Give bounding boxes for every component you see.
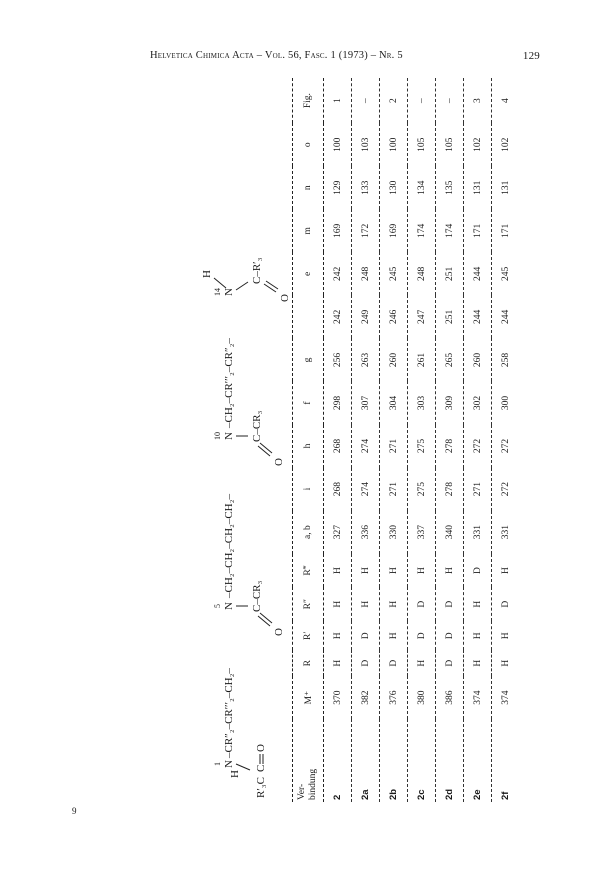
table-cell: 337 bbox=[408, 511, 436, 554]
table-cell: H bbox=[380, 587, 408, 621]
table-cell: H bbox=[324, 650, 352, 676]
column-header: h bbox=[293, 425, 324, 468]
table-cell: D bbox=[436, 587, 464, 621]
fragment-table bbox=[292, 78, 519, 802]
table-cell: 309 bbox=[436, 381, 464, 424]
struct-c-left: C bbox=[255, 764, 267, 772]
struct-o-acyl1: O bbox=[273, 628, 285, 636]
compound-label: 2f bbox=[500, 791, 511, 800]
table-cell: 304 bbox=[380, 381, 408, 424]
column-header-spacer bbox=[293, 295, 324, 338]
table-cell: H bbox=[380, 621, 408, 650]
table-cell: 374 bbox=[464, 676, 492, 719]
table-cell: 303 bbox=[408, 381, 436, 424]
table-cell: 244 bbox=[464, 295, 492, 338]
struct-seg1: –CR″₂–CR′′′₂–CH₂– bbox=[223, 668, 235, 758]
table-cell: D bbox=[500, 600, 511, 608]
table-cell: 171 bbox=[500, 223, 511, 238]
table-cell: 242 bbox=[324, 252, 352, 295]
chemical-structure bbox=[160, 78, 292, 802]
column-header: Fig. bbox=[293, 78, 324, 123]
page-number: 129 bbox=[522, 50, 540, 62]
table-cell: H bbox=[324, 621, 352, 650]
table-cell: 331 bbox=[500, 525, 511, 540]
table-cell: 380 bbox=[408, 676, 436, 719]
table-cell: 174 bbox=[408, 209, 436, 252]
struct-o-right: O bbox=[279, 294, 291, 302]
table-cell: 244 bbox=[464, 252, 492, 295]
table-cell: 370 bbox=[324, 676, 352, 719]
table-cell: H bbox=[500, 567, 511, 574]
table-cell: H bbox=[464, 621, 492, 650]
table-cell: 330 bbox=[380, 511, 408, 554]
struct-n14: N bbox=[223, 288, 235, 296]
column-header: R bbox=[293, 650, 324, 676]
compound-label: 2b bbox=[380, 719, 408, 802]
table-cell: 169 bbox=[380, 209, 408, 252]
struct-n5-number: 5 bbox=[213, 604, 222, 608]
table-cell: D bbox=[352, 621, 380, 650]
rotated-table-page bbox=[160, 78, 511, 802]
table-cell: 271 bbox=[464, 468, 492, 511]
table-cell: 275 bbox=[408, 468, 436, 511]
table-cell: 100 bbox=[324, 123, 352, 166]
table-cell: 271 bbox=[380, 425, 408, 468]
table-cell: 274 bbox=[352, 468, 380, 511]
table-cell: – bbox=[352, 78, 380, 123]
compound-label: 2a bbox=[352, 719, 380, 802]
table-cell: 242 bbox=[324, 295, 352, 338]
table-cell: 129 bbox=[324, 166, 352, 209]
struct-o-left: O bbox=[255, 744, 267, 752]
table-cell: 172 bbox=[352, 209, 380, 252]
table-cell: 169 bbox=[324, 209, 352, 252]
table-cell: – bbox=[436, 78, 464, 123]
table-cell: 272 bbox=[500, 438, 511, 454]
journal-title: Helvetica Chimica Acta – Vol. 56, Fasc. 1 (1973) – Nr. 5 bbox=[150, 50, 403, 61]
table-row bbox=[408, 78, 436, 802]
compound-label: 2 bbox=[324, 719, 352, 802]
column-header: a, b bbox=[293, 511, 324, 554]
footnote-mark: 9 bbox=[72, 806, 77, 816]
table-cell: 174 bbox=[436, 209, 464, 252]
table-cell: 260 bbox=[380, 338, 408, 381]
table-cell: H bbox=[464, 587, 492, 621]
table-cell: 307 bbox=[352, 381, 380, 424]
table-cell: H bbox=[436, 554, 464, 588]
table-cell: H bbox=[352, 587, 380, 621]
table-cell: 376 bbox=[380, 676, 408, 719]
struct-n10-number: 10 bbox=[213, 432, 222, 440]
table-cell: 134 bbox=[408, 166, 436, 209]
struct-bond-acyl1-o-2 bbox=[260, 613, 272, 623]
table-cell: 261 bbox=[408, 338, 436, 381]
table-cell: 263 bbox=[352, 338, 380, 381]
table-cell: 171 bbox=[464, 209, 492, 252]
struct-acyl1: C–CR₃ bbox=[251, 580, 263, 612]
table-cell: 102 bbox=[500, 137, 511, 152]
struct-n14-number: 14 bbox=[213, 288, 222, 296]
table-cell: 251 bbox=[436, 295, 464, 338]
table-cell: 260 bbox=[464, 338, 492, 381]
struct-bond-acyl1-o-1 bbox=[258, 616, 270, 626]
table-row bbox=[464, 78, 492, 802]
table-cell: 278 bbox=[436, 468, 464, 511]
table-row bbox=[436, 78, 464, 802]
struct-bond-acyl2-o-1 bbox=[258, 446, 270, 456]
table-cell: 2 bbox=[380, 78, 408, 123]
table-cell: 135 bbox=[436, 166, 464, 209]
table-cell: 271 bbox=[380, 468, 408, 511]
table-cell: 268 bbox=[324, 425, 352, 468]
table-cell: 133 bbox=[352, 166, 380, 209]
table-cell: 258 bbox=[500, 352, 511, 368]
compound-label: 2c bbox=[408, 719, 436, 802]
table-cell: 300 bbox=[500, 395, 511, 411]
column-header: R‴ bbox=[293, 554, 324, 588]
table-cell: D bbox=[352, 650, 380, 676]
struct-bond-n14-h bbox=[214, 278, 226, 288]
table-cell: – bbox=[408, 78, 436, 123]
column-header: i bbox=[293, 468, 324, 511]
table-cell: 105 bbox=[408, 123, 436, 166]
table-cell: 245 bbox=[380, 252, 408, 295]
table-row bbox=[492, 78, 520, 802]
struct-seg2: –CH₂–CH₂–CH₂–CH₂– bbox=[223, 494, 235, 598]
struct-h1: H bbox=[229, 770, 241, 778]
table-cell: 272 bbox=[464, 425, 492, 468]
column-header: o bbox=[293, 123, 324, 166]
table-cell: H bbox=[408, 554, 436, 588]
table-cell: D bbox=[464, 554, 492, 588]
struct-bond-c-o-right-2 bbox=[266, 281, 278, 289]
struct-r3c-left: R′₃C bbox=[255, 777, 267, 798]
table-cell: 131 bbox=[464, 166, 492, 209]
table-cell: H bbox=[464, 650, 492, 676]
column-header: e bbox=[293, 252, 324, 295]
struct-n1: N bbox=[223, 760, 235, 768]
table-cell: D bbox=[408, 587, 436, 621]
struct-n1-number: 1 bbox=[213, 762, 222, 766]
compound-label: 2d bbox=[436, 719, 464, 802]
table-cell: 130 bbox=[380, 166, 408, 209]
table-cell: D bbox=[380, 650, 408, 676]
table-cell: D bbox=[436, 650, 464, 676]
struct-seg3: –CH₂–CR′′′₂–CR″₂– bbox=[223, 338, 235, 428]
struct-bond-n14-c bbox=[236, 282, 248, 290]
struct-c-right: C–R′₃ bbox=[251, 257, 263, 284]
table-cell: 248 bbox=[352, 252, 380, 295]
column-header: m bbox=[293, 209, 324, 252]
struct-n10: N bbox=[223, 432, 235, 440]
table-cell: 245 bbox=[500, 266, 511, 281]
table-cell: 3 bbox=[464, 78, 492, 123]
table-cell: H bbox=[324, 587, 352, 621]
table-cell: 249 bbox=[352, 295, 380, 338]
table-cell: 1 bbox=[324, 78, 352, 123]
struct-n5: N bbox=[223, 602, 235, 610]
table-cell: H bbox=[324, 554, 352, 588]
structure-diagram bbox=[160, 78, 292, 802]
table-cell: 248 bbox=[408, 252, 436, 295]
table-cell: 100 bbox=[380, 123, 408, 166]
table-cell: 336 bbox=[352, 511, 380, 554]
table-cell: 386 bbox=[436, 676, 464, 719]
table-cell: H bbox=[352, 554, 380, 588]
table-cell: 105 bbox=[436, 123, 464, 166]
table-cell: 331 bbox=[464, 511, 492, 554]
table-row bbox=[352, 78, 380, 802]
table-cell: 272 bbox=[500, 481, 511, 497]
struct-acyl2: C–CR₃ bbox=[251, 410, 263, 442]
table-body bbox=[324, 78, 520, 802]
table-cell: 244 bbox=[500, 309, 511, 325]
table-cell: H bbox=[408, 650, 436, 676]
table-cell: 246 bbox=[380, 295, 408, 338]
table-cell: 275 bbox=[408, 425, 436, 468]
table-cell: 268 bbox=[324, 468, 352, 511]
table-cell: H bbox=[500, 632, 511, 640]
table-cell: 131 bbox=[500, 180, 511, 195]
table-cell: 265 bbox=[436, 338, 464, 381]
table-cell: 278 bbox=[436, 425, 464, 468]
column-header: g bbox=[293, 338, 324, 381]
table-row bbox=[380, 78, 408, 802]
table-cell: 302 bbox=[464, 381, 492, 424]
table-cell: 374 bbox=[500, 690, 511, 705]
struct-h14: H bbox=[201, 270, 213, 278]
table-cell: 382 bbox=[352, 676, 380, 719]
table-cell: 247 bbox=[408, 295, 436, 338]
column-header: Ver- bindung bbox=[293, 719, 324, 802]
table-cell: 340 bbox=[436, 511, 464, 554]
column-header: n bbox=[293, 166, 324, 209]
table-row bbox=[324, 78, 352, 802]
column-header: f bbox=[293, 381, 324, 424]
table-header-row bbox=[293, 78, 324, 802]
struct-bond-acyl2-o-2 bbox=[260, 443, 272, 453]
table-cell: 251 bbox=[436, 252, 464, 295]
table-cell: H bbox=[380, 554, 408, 588]
table-cell: H bbox=[500, 659, 511, 667]
table-cell: 327 bbox=[324, 511, 352, 554]
table-cell: D bbox=[408, 621, 436, 650]
struct-o-acyl2: O bbox=[273, 458, 285, 466]
table-cell: 103 bbox=[352, 123, 380, 166]
table-cell: D bbox=[436, 621, 464, 650]
table-cell: 298 bbox=[324, 381, 352, 424]
column-header: R″ bbox=[293, 587, 324, 621]
column-header: R′ bbox=[293, 621, 324, 650]
table-cell: 102 bbox=[464, 123, 492, 166]
struct-bond-c-o-right-1 bbox=[264, 284, 276, 292]
table-cell: 256 bbox=[324, 338, 352, 381]
compound-label: 2e bbox=[464, 719, 492, 802]
table-cell: 4 bbox=[500, 98, 511, 103]
column-header: M⁺ bbox=[293, 676, 324, 719]
table-cell: 274 bbox=[352, 425, 380, 468]
